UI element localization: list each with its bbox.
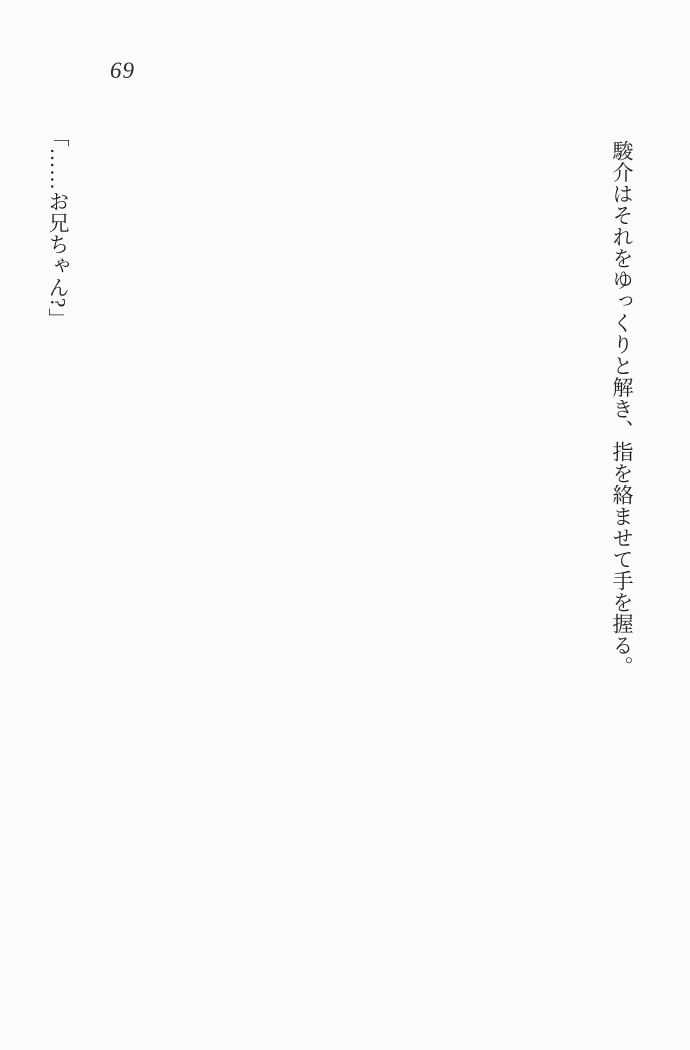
page-number: 69 (110, 58, 135, 83)
text-line: 駿介はそれをゆっくりと解き、指を絡ませて手を握る。 (610, 140, 634, 678)
text-area (46, 126, 638, 950)
text-line: 「……お兄ちゃん?」 (46, 126, 70, 330)
